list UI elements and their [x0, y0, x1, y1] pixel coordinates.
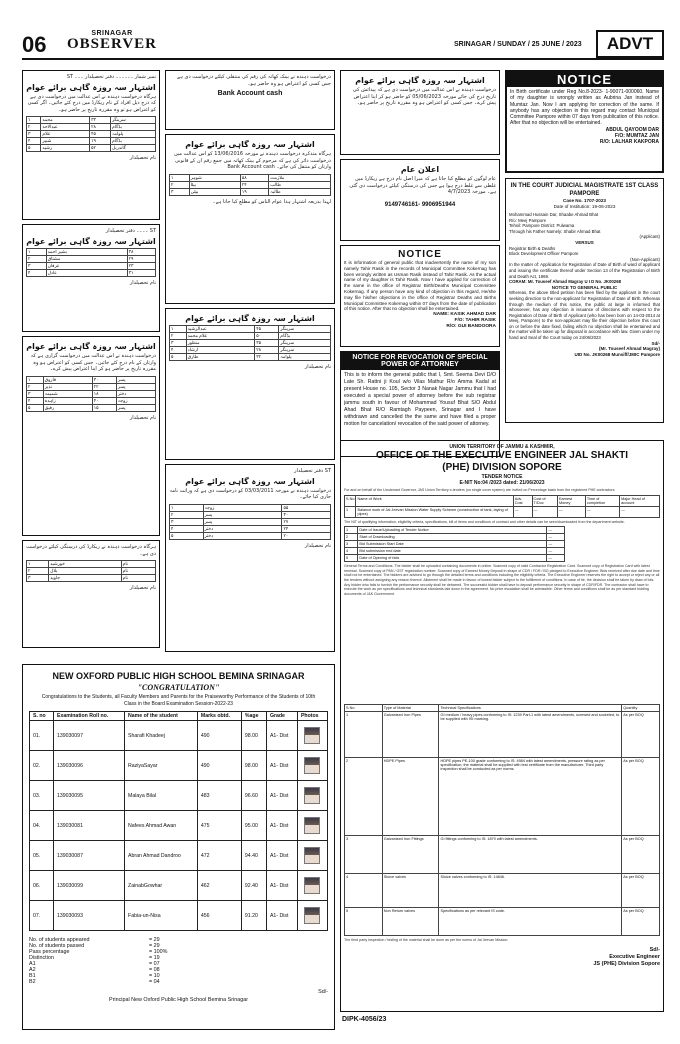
- results-column-header: Name of the student: [125, 712, 198, 721]
- table-cell: A1- Dist: [266, 901, 297, 931]
- urdu-heading: اشتہار سہ روزہ گاہی برائے عوام: [26, 236, 156, 246]
- urdu-column-2: [165, 70, 335, 660]
- dateline: SRINAGAR / SUNDAY / 25 JUNE / 2023: [454, 41, 582, 48]
- urdu-table-3: ۱ فاروق ۳۰ پسر ۲ نذیر ۲۲ پسر ۳ شمیمہ ۱۸ دختر ۴ زاہدہ ۴۰ زوجہ ۵ رفیق ۱۵ پسر: [26, 376, 156, 412]
- table-row: [30, 841, 328, 871]
- table-cell: 139030097: [53, 721, 124, 751]
- student-photo: [297, 781, 327, 811]
- photo-thumbnail: [304, 907, 320, 924]
- stat-value: = 29: [149, 937, 160, 943]
- table-cell: A1- Dist: [266, 811, 297, 841]
- table-cell: RaziyaSayar: [125, 751, 198, 781]
- table-row: [30, 871, 328, 901]
- photo-thumbnail: [304, 817, 320, 834]
- stats-table: [29, 937, 167, 985]
- student-photo: [297, 751, 327, 781]
- court-judge: (Mr. Touseef Ahmad Magray): [598, 346, 660, 352]
- table-cell: 94.40: [241, 841, 266, 871]
- table-cell: 472: [197, 841, 241, 871]
- court-versus: VERSUS: [575, 239, 594, 245]
- stat-label: No. of students appeared: [29, 937, 90, 943]
- court-coram: CORAM: Mr. Touseef Ahmad Magray U I D No. JK00268: [509, 279, 621, 285]
- table-cell: 96.60: [241, 781, 266, 811]
- urdu-table-4: ۱ خورشید نام ۲ بلال نام ۳ جاوید نام: [26, 560, 156, 582]
- student-photo: [297, 811, 327, 841]
- table-cell: 490: [197, 751, 241, 781]
- page-header: [22, 30, 664, 60]
- results-column-header: Marks obtd.: [197, 712, 241, 721]
- phe-dates-table: 1 Date of Issue/Uploading of Tender Notice — 2 Start of Downloading — 3 Bid Submission Start Date — 4 Bid submission end date — 5 Date of Opening of bids —: [344, 526, 565, 562]
- court-line: Tehsil: Pampore District: Pulwama: [509, 223, 575, 229]
- stat-label: Distinction: [29, 955, 54, 961]
- phe-tender: TENDER NOTICE: [481, 474, 523, 480]
- urdu-notice-1: نمبر شمار ۔۔۔۔۔۔ دفتر تحصیلدار ۔۔۔ ST اشتہار سہ روزہ گاہی برائے عوام ہرگاہ درخواست دہندہ نے اس عدالت میں درخواست دی ہے کہ درج ذیل افراد کے نام ریکارڈ میں درج کئے جائیں۔ اگر کسی کو اعتراض ہو تو وہ مقررہ تاریخ پر حاضر ہو۔ ۱ محمد ۳۳ سرینگر ۲ عبدالاحد ۲۸ بڈگام ۳ غلام ۴۵ پلوامہ ۴ شبیر ۱۹ بڈگام ۵ رشید ۵۲ گاندربل نام تحصیلدار: [22, 70, 160, 220]
- urdu-notice-2: ST ۔۔۔۔ دفتر تحصیلدار اشتہار سہ روزہ گاہی برائے عوام ۱ بشیر احمد ۳۸ ۲ مشتاق ۲۹ ۳ عرفان ۲۳ ۴ عادل ۳۱ نام تحصیلدار: [22, 224, 160, 332]
- ilan-phones: 9149746161- 9906951944: [384, 201, 456, 208]
- stat-row: [29, 979, 167, 985]
- table-cell: A1- Dist: [266, 751, 297, 781]
- stat-value: = 100%: [149, 949, 168, 955]
- table-cell: A1- Dist: [266, 841, 297, 871]
- phe-sig1: Executive Engineer: [609, 953, 660, 960]
- school-principal: Principal New Oxford Public High School Bemina Srinagar: [108, 997, 249, 1003]
- urdu-notice-4: ہرگاہ درخواست دہندہ نے ریکارڈ کی درستگی کیلئے درخواست دی ہے۔ ۱ خورشید نام ۲ بلال نام ۳ جاوید نام نام تحصیلدار: [22, 540, 160, 648]
- court-matter: In the matter of: Application for Registration of Date of Birth of ward of applicant and issuing the certificate thereof under Section 13 of the Registration of Birth and Death Act, 1969.: [509, 262, 660, 279]
- phe-tender-notice: UNION TERRITORY OF JAMMU & KASHMIR, OFFICE OF THE EXECUTIVE ENGINEER JAL SHAKTI (PHE) DIVISION SOPORE TENDER NOTICE E-NIT No:04 /2023 dated: 21/06/2023 For and on behalf of the Lieutenant Governor, JAS Union Territory e-tenders (on single cover system) are invited on Percentage basis from the registered PHE contractors. S.No Name of Work Adv. Cost Cost of T/Doc Earnest Money Time of completion Major Head of account 1 Balance work of Jal Jeevan Mission Water Supply Scheme (construction of tank, laying of pipes) — — — — — The NIT of qualifying information, eligibility criteria, specifications, bill of items and conditions of contract and other details can be seen/downloaded from the department website. 1 Date of Issue/Uploading of Tender Notice — 2 Start of Downloading — 3 Bid Submission Start Date — 4 Bid submission end date — 5 Date of Opening of bids — General Terms and Conditions: The bidder shall be uploaded containing documents in online. Scanned copy of valid Contractor Registration Card. Scanned copy of Registration Card with latest renewal. Scanned copy of PAN / GST registration number. Scanned copy of Earnest Money Deposit in shape of CDR / FDR / BG pledged to Executive Engineer. Bids received after due date and time shall not be entertained. The bidders are advised to go through the detailed terms and conditions including the eligibility criteria. The Executive Engineer reserves the right to accept or reject any or all the tenders without assigning any reason thereof. Allotment shall be made in favour of lowest bidder subject to the fulfillment of conditions. In case of tie, the decision shall be taken by draw of lots. Any bidder who fails to furnish the performance security shall be debarred. The successful bidder shall have to deposit performance security in shape of CDR/FDR. The contractor shall have to execute the work as per specifications and technical standards laid down in the agreement. No price escalation shall be admissible. Other terms and conditions shall be as per standard bidding documents of J&K Government. S.No Type of Material Technical Specifications Quantity 1 Galvanised Iron Pipes GI medium / heavy pipes conforming to IS: 1239 Part-1 with latest amendments, screwed and socketed, to be supplied with ISI marking. As per BOQ 2 HDPE Pipes HDPE pipes PE-100 grade conforming to IS: 4984 with latest amendments, pressure rating as per specification; the material shall be supplied with test certificate from the manufacturer. Third party inspection shall be conducted as per norms. As per BOQ 3 Galvanised Iron Fittings GI fittings conforming to IS: 1879 with latest amendments. As per BOQ 4 Sluice valves Sluice valves conforming to IS: 14846. As per BOQ 5 Non Return valves Specifications as per relevant IS code. As per BOQ The third party inspection / testing of the material shall be done as per the norms of Jal Jeevan Mission. Sd/- Executive Engineer JS (PHE) Division Sopore: [340, 440, 664, 1012]
- stat-label: B2: [29, 979, 36, 985]
- phe-sig2: JS (PHE) Division Sopore: [593, 960, 660, 967]
- urdu-table-7: ۱ زوجہ ۵۵ ۲ پسر ۳۰ ۳ پسر ۲۷ ۴ دختر ۲۴ ۵ دختر ۲۰: [169, 504, 331, 540]
- school-congrats: "CONGRATULATION": [137, 683, 220, 692]
- stat-label: Pass percentage: [29, 949, 70, 955]
- photo-thumbnail: [304, 877, 320, 894]
- masthead-logo: [62, 30, 162, 51]
- bank-heading: Bank Account cash: [217, 90, 283, 97]
- phe-ut: UNION TERRITORY OF JAMMU & KASHMIR,: [449, 444, 555, 450]
- stat-value: = 29: [149, 943, 160, 949]
- photo-thumbnail: [304, 847, 320, 864]
- table-cell: Nafees Ahmad Awan: [125, 811, 198, 841]
- table-cell: A1- Dist: [266, 721, 297, 751]
- notice-aubrina-sig: ABDUL QAYOOM DAR: [605, 126, 659, 133]
- phe-work-table: S.No Name of Work Adv. Cost Cost of T/Doc Earnest Money Time of completion Major Head of account 1 Balance work of Jal Jeevan Mission Water Supply Scheme (construction of tank, laying of pipes) — — — — —: [344, 495, 660, 518]
- urdu-heading: اشتہار سہ روزہ گاہی برائے عوام: [355, 76, 485, 85]
- urdu-notice-8: اشتہار سہ روزہ گاہی برائے عوام درخواست دہندہ نے اس عدالت میں درخواست دی ہے کہ پیدائش کی تاریخ درج کی جائے مورخہ 05/06/2023 کو حاضر ہو کر اپنا اعتراض پیش کرے۔ جس کسی کو اعتراض ہو وہ مقررہ تاریخ پر حاضر ہو۔: [340, 70, 500, 155]
- urdu-table-6: ۱ عبدالرشید ۴۵ سرینگر ۲ غلام محمد ۵۰ بڈگام ۳ منظور ۳۵ سرینگر ۴ ارشاد ۲۸ سرینگر ۵ طارق ۳۲ پلوامہ: [169, 325, 331, 361]
- court-case: Case No. 1707-2023: [563, 198, 606, 203]
- court-line: Mohammad Hussain Dar, Shaabe Ahmad Bhat: [509, 212, 599, 217]
- table-row: [30, 901, 328, 931]
- phe-title2: (PHE) DIVISION SOPORE: [442, 462, 562, 473]
- notice-aubrina: [505, 70, 664, 173]
- table-row: [30, 721, 328, 751]
- urdu-notice-3: اشتہار سہ روزہ گاہی برائے عوام درخواست دہندہ نے اس عدالت میں درخواست گزاری ہے کہ وارثان کے نام درج کئے جائیں۔ جس کسی کو اعتراض ہو وہ مقررہ تاریخ پر حاضر ہو کر اپنا اعتراض پیش کرے۔ ۱ فاروق ۳۰ پسر ۲ نذیر ۲۲ پسر ۳ شمیمہ ۱۸ دختر ۴ زاہدہ ۴۰ زوجہ ۵ رفیق ۱۵ پسر نام تحصیلدار: [22, 336, 160, 536]
- student-photo: [297, 841, 327, 871]
- notice-tahir-title: NOTICE: [398, 249, 442, 260]
- urdu-heading: اشتہار سہ روزہ گاہی برائے عوام: [185, 314, 315, 323]
- stat-value: = 19: [149, 955, 160, 961]
- court-date: Date of Institution: 19-06-2023: [553, 204, 616, 209]
- table-row: [30, 811, 328, 841]
- phe-specs-table: S.No Type of Material Technical Specifications Quantity 1 Galvanised Iron Pipes GI medium / heavy pipes conforming to IS: 1239 Part-1 with latest amendments, screwed and socketed, to be supplied with ISI marking. As per BOQ 2 HDPE Pipes HDPE pipes PE-100 grade conforming to IS: 4984 with latest amendments, pressure rating as per specification; the material shall be supplied with test certificate from the manufacturer. Third party inspection shall be conducted as per norms. As per BOQ 3 Galvanised Iron Fittings GI fittings conforming to IS: 1879 with latest amendments. As per BOQ 4 Sluice valves Sluice valves conforming to IS: 14846. As per BOQ 5 Non Return valves Specifications as per relevant IS code. As per BOQ: [344, 704, 660, 936]
- table-cell: Malaya Bilal: [125, 781, 198, 811]
- section-badge: ADVT: [596, 30, 664, 58]
- poa-body: This is to inform the general public that I, Smt. Seema Devi D/O Late Sh. Rattni ji Koul w/o Vilas Mathur R/o Amma Kadal at present House no. 105, Sector 3 Nanak Nagar Jammu that I had executed a special power of attorney before the sub registrar jammu south in favour of Mohammad Yousuf Bhat S/O Abdul Ahad Bhat R/O Ramtagh Paypeen, Srinagar and I have withdrawn and cancelled the the same and have filed a proper motion for cancelation/ revocation of the said power of attorney.: [344, 372, 496, 427]
- student-photo: [297, 901, 327, 931]
- court-line: R/o: Meej Pampore: [509, 217, 547, 223]
- table-cell: 92.40: [241, 871, 266, 901]
- urdu-notice-6: اشتہار سہ روزہ گاہی برائے عوام ۱ عبدالرشید ۴۵ سرینگر ۲ غلام محمد ۵۰ بڈگام ۳ منظور ۳۵ سرینگر ۴ ارشاد ۲۸ سرینگر ۵ طارق ۳۲ پلوامہ نام تحصیلدار: [165, 308, 335, 460]
- results-column-header: %age: [241, 712, 266, 721]
- results-column-header: Examination Roll no.: [53, 712, 124, 721]
- school-subtitle: Congratulations to the Students, all Faculty Members and Parents for the Praiseworthy Performance of the Students of 10th Class in the Board Examination Session-2022-23: [41, 694, 316, 707]
- results-column-header: Grade: [266, 712, 297, 721]
- table-cell: Abran Ahmad Dandroo: [125, 841, 198, 871]
- stat-label: B1: [29, 973, 36, 979]
- phe-sd: Sd/-: [649, 946, 660, 953]
- table-cell: 139030096: [53, 751, 124, 781]
- court-respondent: [509, 246, 660, 257]
- table-cell: Sharafi Khadeej: [125, 721, 198, 751]
- stat-value: = 07: [149, 961, 160, 967]
- results-column-header: Photos: [297, 712, 327, 721]
- stat-value: = 10: [149, 973, 160, 979]
- court-judge2: UID No. JK00268 Munsiff/JMIC Pampore: [574, 351, 660, 357]
- table-cell: 05.: [30, 841, 54, 871]
- table-row: [30, 751, 328, 781]
- school-sd: Sd/-: [318, 989, 328, 995]
- notice-aubrina-title: NOTICE: [507, 72, 662, 87]
- notice-tahir-body: It is information of general public that inadvertently the name of my son namely Tahir Rasik in the records of Municipal Committee Kokernag has been wrongly written as Usman Rasik instead of Tahir Rasik. As the actual name of my daughter is Tahir Rasik. Now I have applied for correction of the same in the office of Registrar Birth/Deaths Municipal Committee Kokernag. If any person have any kind of objection in this regard, He/she may file his/her objections in the office of Registrar Deaths and Births Municipal Committee Kokernag within 07 days from the date of publication of this notice. After that no objection shall be entertained.: [344, 260, 496, 312]
- table-cell: 139030099: [53, 871, 124, 901]
- phe-title1: OFFICE OF THE EXECUTIVE ENGINEER JAL SHAKTI: [375, 450, 629, 461]
- notice-tahir-sig: F/O: TAHIR RASIK: [454, 318, 496, 324]
- results-table: [29, 711, 328, 931]
- table-cell: 06.: [30, 871, 54, 901]
- student-photo: [297, 721, 327, 751]
- stat-value: = 08: [149, 967, 160, 973]
- results-column-header: S. no: [30, 712, 54, 721]
- phe-enit: E-NIT No:04 /2023 dated: 21/06/2023: [459, 480, 545, 486]
- table-cell: 483: [197, 781, 241, 811]
- middle-column: [340, 70, 500, 457]
- school-advt: [22, 664, 335, 1030]
- table-cell: 490: [197, 721, 241, 751]
- table-cell: 95.00: [241, 811, 266, 841]
- table-cell: 07.: [30, 901, 54, 931]
- urdu-table-2: ۱ بشیر احمد ۳۸ ۲ مشتاق ۲۹ ۳ عرفان ۲۳ ۴ عادل ۳۱: [26, 248, 156, 277]
- table-cell: A1- Dist: [266, 781, 297, 811]
- results-body: [30, 721, 328, 931]
- court-notice-to: NOTICE TO GENERAL PUBLIC: [551, 284, 618, 290]
- masthead-small: SRINAGAR: [91, 30, 133, 37]
- photo-thumbnail: [304, 787, 320, 804]
- urdu-heading: اشتہار سہ روزہ گاہی برائے عوام: [185, 476, 315, 486]
- dipk-number: DIPK-4056/23: [342, 1016, 387, 1023]
- court-body: Whereas, the above titled petition has been filed by the applicant in the court seeking direction to the non-applicant for Registration of Date of Birth. Whereas through the medium of this notice, the public at large is informed that whosoever, has any objection in issuance of directions with respect to the Registration of Date of Birth of Applicant (who has been born on 14-03-2014 at Meej, Pampore) to the non-applicant may file their objection before this court on or before the date fixed, failing which no objection shall be entertained and the matter will be taken up for disposal in accordance with law. Given under my hand and Seal of the Court today on 24/06/2023: [509, 290, 660, 341]
- table-cell: 91.20: [241, 901, 266, 931]
- urdu-heading: اشتہار سہ روزہ گاہی برائے عوام: [26, 82, 156, 92]
- court-line: Through his Father Namely: Shabir Ahmad Bhat: [509, 228, 601, 234]
- stat-label: A2: [29, 967, 36, 973]
- notice-tahir-sig: NAME: KASIK AHMAD DAR: [433, 312, 496, 318]
- court-sd: Sd/-: [651, 340, 660, 346]
- urdu-table-1: ۱ محمد ۳۳ سرینگر ۲ عبدالاحد ۲۸ بڈگام ۳ غلام ۴۵ پلوامہ ۴ شبیر ۱۹ بڈگام ۵ رشید ۵۲ گاندربل: [26, 116, 156, 152]
- table-cell: 139030093: [53, 901, 124, 931]
- table-cell: 04.: [30, 811, 54, 841]
- court-notice: [505, 178, 664, 423]
- notice-aubrina-sig: R/O: LALHAR KAKPORA: [599, 138, 659, 145]
- student-photo: [297, 871, 327, 901]
- table-cell: 139030081: [53, 811, 124, 841]
- table-cell: 456: [197, 901, 241, 931]
- urdu-table-5: ۱ شوہر ۵۸ ملازمت ۲ بیٹا ۲۴ طالب ۳ بیٹی ۱۹ طالبہ: [169, 174, 331, 196]
- table-cell: 01.: [30, 721, 54, 751]
- photo-thumbnail: [304, 727, 320, 744]
- table-cell: 98.00: [241, 751, 266, 781]
- notice-aubrina-sig: F/O: MUMTAZ JAN: [614, 132, 659, 139]
- urdu-notice-7: ST دفتر تحصیلدار اشتہار سہ روزہ گاہی برائے عوام درخواست دہندہ نے مورخہ 03/03/2011 کو درخواست دی ہے کہ وراثت نامہ جاری کیا جائے۔ ۱ زوجہ ۵۵ ۲ پسر ۳۰ ۳ پسر ۲۷ ۴ دختر ۲۴ ۵ دختر ۲۰ نام تحصیلدار: [165, 464, 335, 652]
- court-applicant-label: (Applicant): [639, 234, 660, 240]
- table-cell: 462: [197, 871, 241, 901]
- stat-value: = 04: [149, 979, 160, 985]
- court-applicant: [509, 212, 660, 234]
- urdu-column-1: [22, 70, 160, 660]
- table-cell: 98.00: [241, 721, 266, 751]
- urdu-bank-notice: درخواست دہندہ نے بینک کھاتہ کی رقم کی منتقلی کیلئے درخواست دی ہے جس کسی کو اعتراض ہو وہ حاضر ہو۔ Bank Account cash: [165, 70, 335, 130]
- table-cell: ZainabGowhar: [125, 871, 198, 901]
- photo-thumbnail: [304, 757, 320, 774]
- masthead-big: OBSERVER: [67, 36, 157, 52]
- results-header-row: [30, 712, 328, 721]
- notice-tahir-sig: R/O: GUI BANDOORA: [446, 324, 496, 330]
- court-respondent-label: (Non-Applicant): [630, 256, 660, 262]
- table-cell: 139030087: [53, 841, 124, 871]
- ilan-heading: اعلان عام: [400, 165, 440, 174]
- urdu-heading: اشتہار سہ روزہ گاہی برائے عوام: [185, 140, 315, 149]
- page-number: 06: [22, 32, 47, 57]
- table-cell: A1- Dist: [266, 871, 297, 901]
- table-row: [30, 781, 328, 811]
- table-cell: 03.: [30, 781, 54, 811]
- right-column: [505, 70, 664, 423]
- table-cell: Fabia-un-Nisa: [125, 901, 198, 931]
- notice-tahir: [340, 245, 500, 347]
- school-title: NEW OXFORD PUBLIC HIGH SCHOOL BEMINA SRINAGAR: [52, 671, 305, 681]
- stat-label: No. of students passed: [29, 943, 85, 949]
- notice-aubrina-body: In Birth certificate under Reg No.8-2023- 1-90071-000060. Name of my daughter is wrongly written as Aubrina Jan instead of Mumtaz Jan. Now I am applying for correction of the same. If anybody has any objection in this regard may contact Municipal Committee Pampore within 07 days from publication of this notice. After that no objection will be entertained.: [510, 89, 659, 127]
- urdu-heading: اشتہار سہ روزہ گاہی برائے عوام: [26, 342, 156, 351]
- court-line: Block Development Officer Pampore: [509, 251, 579, 257]
- table-cell: 02.: [30, 751, 54, 781]
- stat-label: A1: [29, 961, 36, 967]
- court-title: IN THE COURT JUDICIAL MAGISTRATE 1ST CLASS PAMPORE: [510, 183, 659, 197]
- table-cell: 475: [197, 811, 241, 841]
- urdu-notice-5: اشتہار سہ روزہ گاہی برائے عوام ہرگاہ متذکرہ درخواست دہندہ نے مورخہ 13/06/2016 کو اس عدالت میں درخواست دائر کی ہے کہ مرحوم کے بینک کھاتہ میں جمع رقم ان کے قانونی وارثان کو منتقل کی جائے۔ Bank Account cash ۱ شوہر ۵۸ ملازمت ۲ بیٹا ۲۴ طالب ۳ بیٹی ۱۹ طالبہ لہذا بذریعہ اشتہار ہذا عوام الناس کو مطلع کیا جاتا ہے۔: [165, 134, 335, 304]
- ilan-aam-notice: اعلان عام عام لوگوں کو مطلع کیا جاتا ہے کہ میرا اصل نام درج ہے ریکارڈ میں غلطی سے غلط درج ہوا ہے جس کی درستگی کیلئے درخواست دی گئی ہے۔ مورخہ 4/7/2023 9149746161- 9906951944: [340, 159, 500, 241]
- poa-title: NOTICE FOR REVOCATION OF SPECIAL POWER OF ATTORNEY: [341, 352, 499, 370]
- court-line: Registrar Birth & Deaths: [509, 245, 556, 251]
- table-cell: 139030095: [53, 781, 124, 811]
